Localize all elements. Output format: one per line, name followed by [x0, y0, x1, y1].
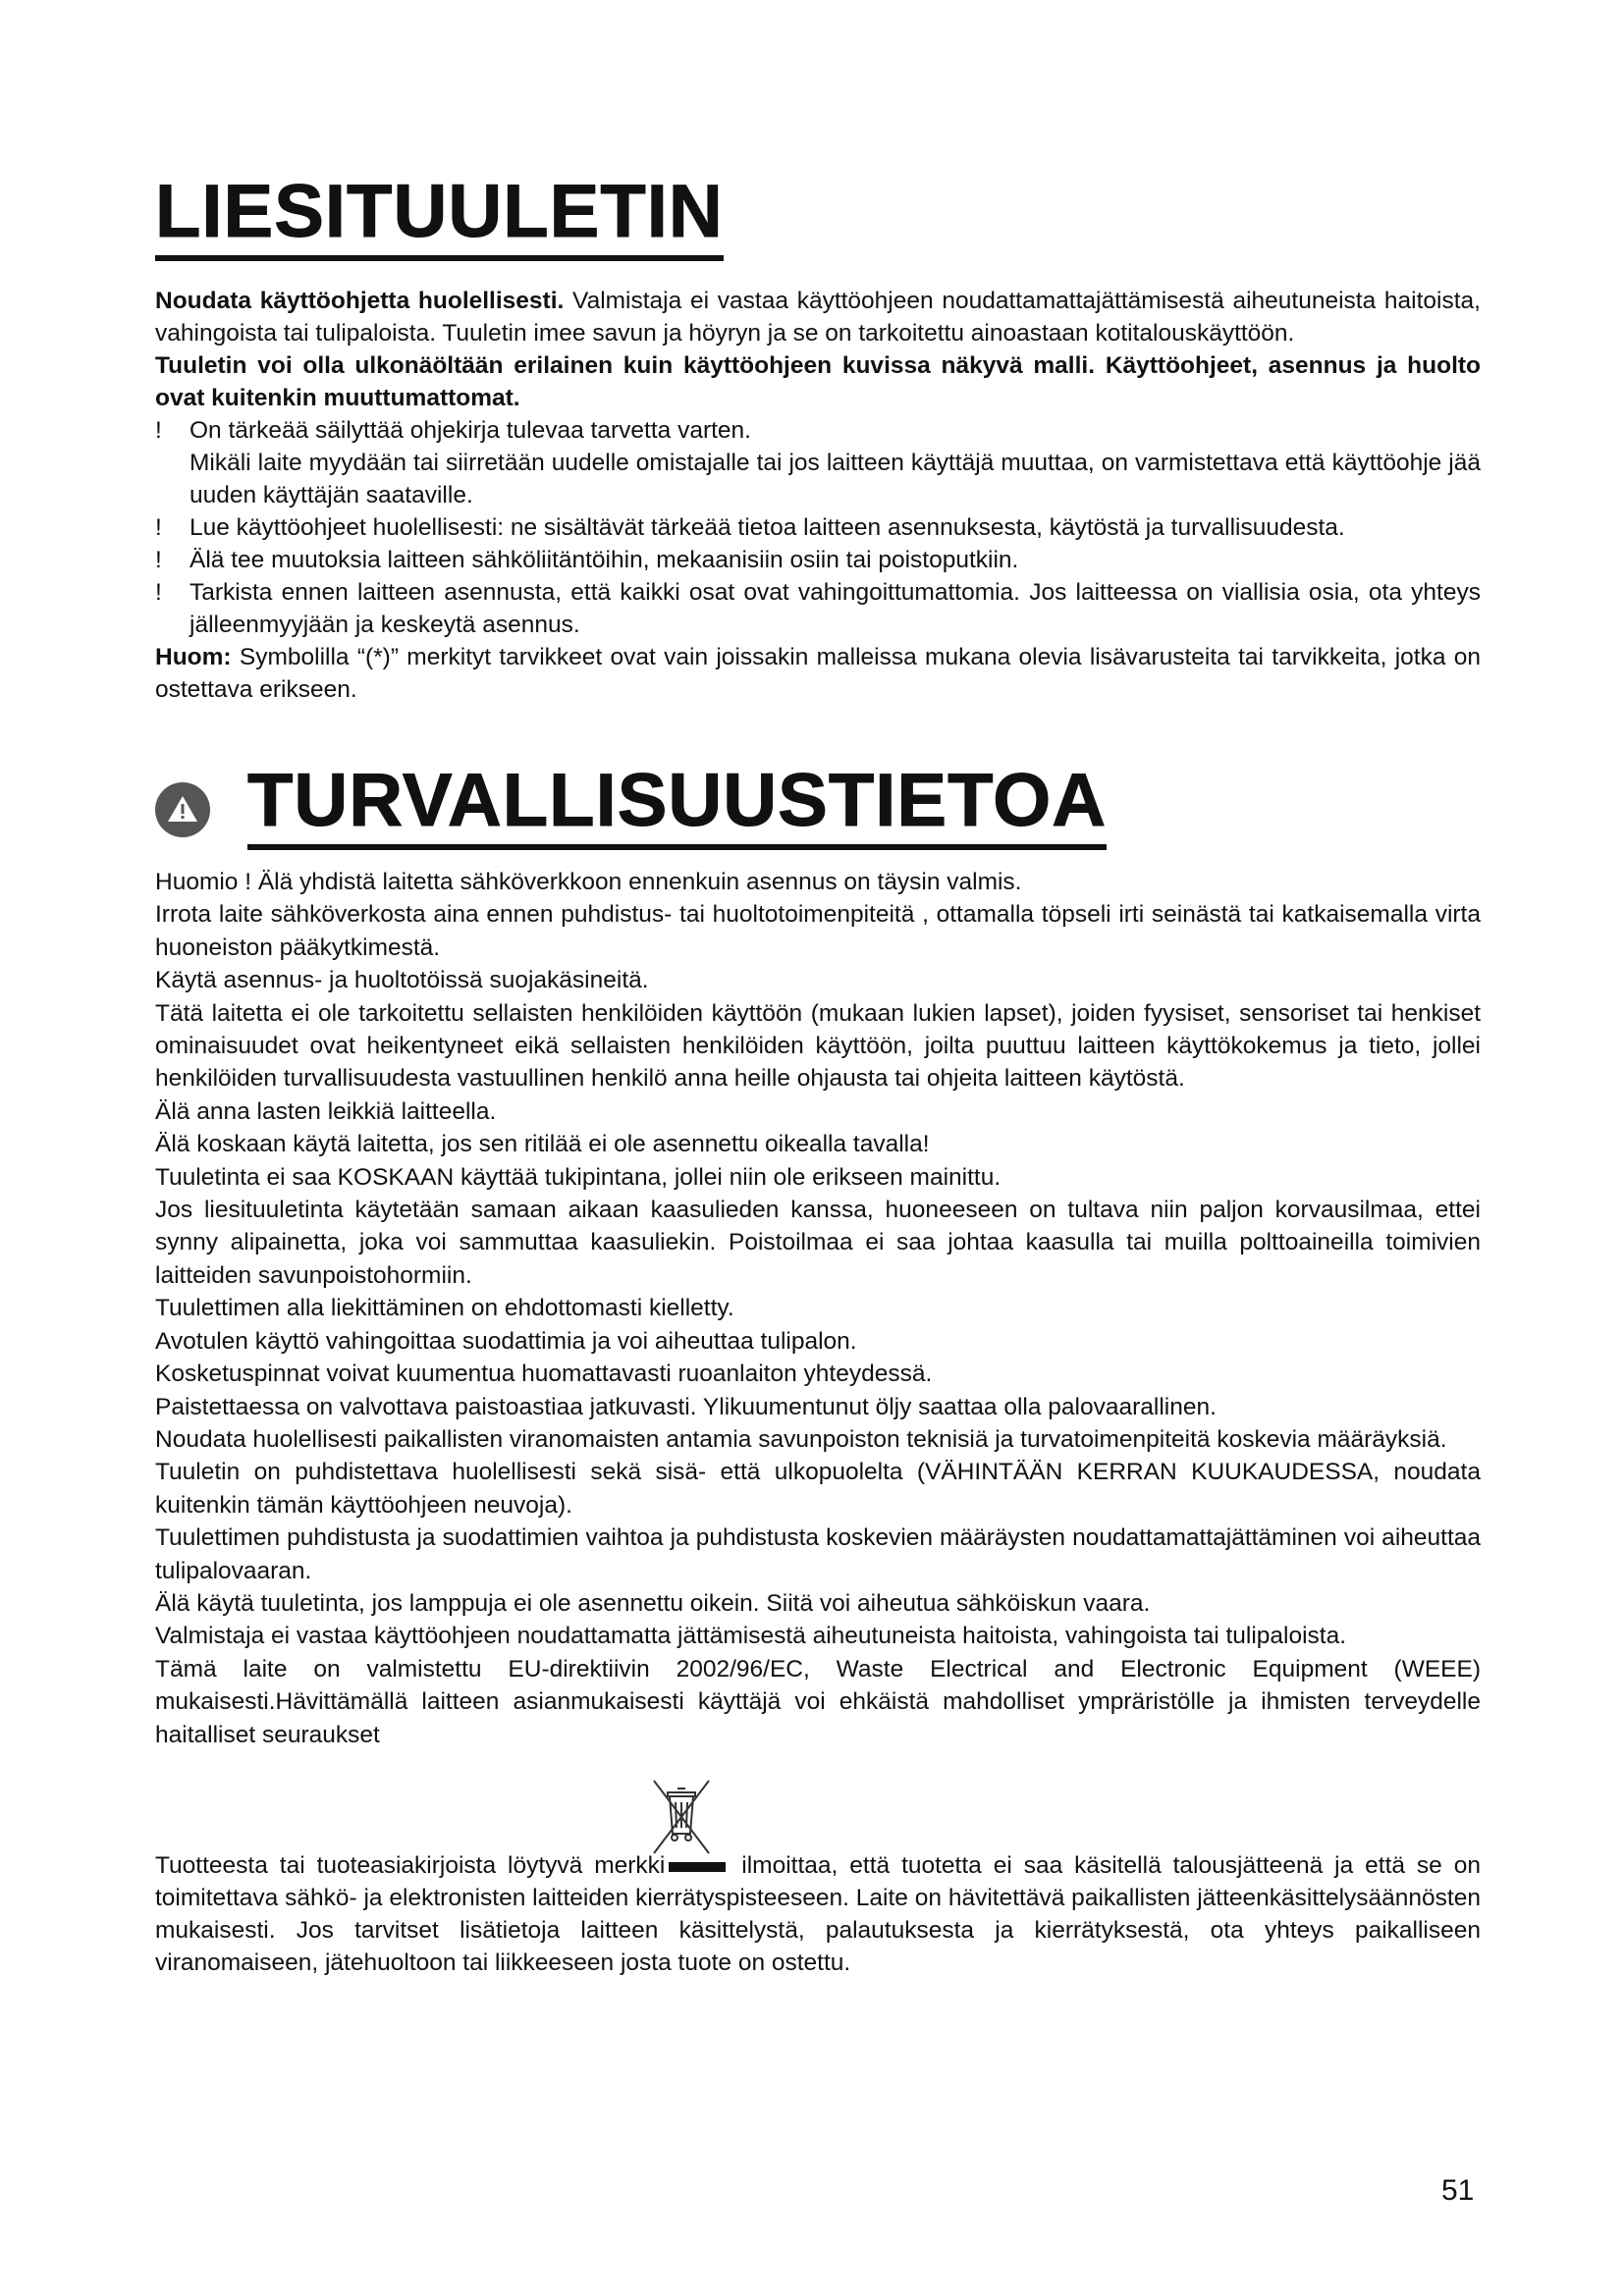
paragraph: Älä anna lasten leikkiä laitteella.	[155, 1097, 497, 1125]
paragraph: Kosketuspinnat voivat kuumentua huomattavasti ruoanlaiton yhteydessä.	[155, 1361, 933, 1388]
paragraph: Valmistaja ei vastaa käyttöohjeen noudattamatta jättämisestä aiheutuneista haitoista, vahingoista tai tulipaloista.	[155, 1623, 1347, 1650]
list-item-text: Älä tee muutoksia laitteen sähköliitäntöihin, mekaanisiin osiin tai poistoputkiin.	[189, 547, 1019, 573]
note-text: Symbolilla “(*)” merkityt tarvikkeet ovat vain joissakin malleissa mukana olevia lisävarusteita tai tarvikkeita, jotka on ostettava erikseen.	[155, 644, 1481, 703]
note-label: Huom:	[155, 644, 232, 670]
crossed-bin-icon	[646, 1777, 717, 1859]
safety-heading	[155, 759, 1108, 850]
paragraph: Tuuletin on puhdistettava huolellisesti sekä sisä- että ulkopuolelta (VÄHINTÄÄN KERRAN KUUKAUDESSA, noudata kuitenkin tämän käyttöohjeen neuvoja).	[155, 1459, 1481, 1519]
disposal-text-start: Tuotteesta tai tuoteasiakirjoista löytyvä merkki	[155, 1852, 666, 1879]
warning-icon	[155, 782, 210, 837]
intro-p1-bold: Noudata käyttöohjetta huolellisesti.	[155, 288, 565, 314]
disposal-text-end: ilmoittaa, että tuotetta ei saa käsitellä talousjätteenä ja että se on toimitettava sähkö- ja elektronisten laitteiden kierrätyspisteeseen. Laite on hävitettävä paikallisten jätteenkäsittelysäännösten mukaisesti. Jos tarvitset lisätietoja laitteen käsittelystä, palautuksesta ja kierrätyksestä, ota yhteys paikalliseen viranomaiseen, jätehuoltoon tai liikkeeseen josta tuote on ostettu.	[155, 1852, 1481, 1976]
list-item-text: Tarkista ennen laitteen asennusta, että kaikki osat ovat vahingoittumattomia. Jos laitteessa on viallisia osia, ota yhteys jälleenmyyjään ja keskeytä asennus.	[189, 579, 1481, 638]
paragraph: Irrota laite sähköverkosta aina ennen puhdistus- tai huoltotoimenpiteitä , ottamalla töpseli irti seinästä tai katkaisemalla virta huoneiston pääkytkimestä.	[155, 901, 1481, 961]
paragraph: Jos liesituuletinta käytetään samaan aikaan kaasulieden kanssa, huoneeseen on tultava niin paljon korvausilmaa, ettei synny alipainetta, joka voi sammuttaa kaasuliekin. Poistoilmaa ei saa johtaa kaasulla tai muilla polttoaineilla toimivien laitteiden savunpoistohormiin.	[155, 1197, 1481, 1289]
paragraph: Noudata huolellisesti paikallisten viranomaisten antamia savunpoiston teknisiä ja turvatoimenpiteitä koskevia määräyksiä.	[155, 1425, 1447, 1453]
list-item	[155, 511, 1481, 544]
paragraph: Tuuletinta ei saa KOSKAAN käyttää tukipintana, jollei niin ole erikseen mainittu.	[155, 1163, 1001, 1191]
paragraph: Älä koskaan käytä laitetta, jos sen ritilää ei ole asennettu oikealla tavalla!	[155, 1131, 930, 1158]
intro-p1-text: Valmistaja ei vastaa käyttöohjeen noudattamattajättämisestä aiheutuneista haitoista, vahingoista tai tulipaloista. Tuuletin imee savun ja höyryn ja se on tarkoitettu ainoastaan kotitalouskäyttöön.	[155, 288, 1481, 347]
page-number: 51	[1441, 2174, 1475, 2207]
paragraph: Tämä laite on valmistettu EU-direktiivin 2002/96/EC, Waste Electrical and Electronic Equipment (WEEE) mukaisesti.Hävittämällä laitteen asianmukaisesti käyttäjä voi ehkäistä mahdolliset ympräristölle ja ihmisten terveydelle haitalliset seuraukset	[155, 1655, 1481, 1748]
bullet-mark: !	[155, 547, 162, 573]
section-title: TURVALLISUUSTIETOA	[247, 764, 1107, 850]
list-item	[155, 447, 1481, 511]
disposal-section	[155, 1849, 1481, 1979]
intro-section	[155, 285, 1481, 706]
paragraph: Älä käytä tuuletinta, jos lamppuja ei ole asennettu oikein. Siitä voi aiheutua sähköiskun vaara.	[155, 1589, 1151, 1617]
list-item	[155, 414, 1481, 447]
paragraph: Paistettaessa on valvottava paistoastiaa jatkuvasti. Ylikuumentunut öljy saattaa olla palovaarallinen.	[155, 1393, 1217, 1420]
page-title: LIESITUULETIN	[155, 175, 724, 261]
list-item-text: Mikäli laite myydään tai siirretään uudelle omistajalle tai jos laitteen käyttäjä muuttaa, on varmistettava että käyttöohje jää uuden käyttäjän saataville.	[189, 450, 1481, 508]
bullet-mark: !	[155, 514, 162, 541]
list-item-text: Lue käyttöohjeet huolellisesti: ne sisältävät tärkeää tietoa laitteen asennuksesta, käytöstä ja turvallisuudesta.	[189, 514, 1345, 541]
list-item-text: On tärkeää säilyttää ohjekirja tulevaa tarvetta varten.	[189, 417, 751, 444]
list-item	[155, 544, 1481, 576]
bullet-mark: !	[155, 417, 162, 444]
bullet-mark: !	[155, 579, 162, 606]
paragraph: Käytä asennus- ja huoltotöissä suojakäsineitä.	[155, 967, 649, 994]
list-item	[155, 576, 1481, 641]
paragraph: Tätä laitetta ei ole tarkoitettu sellaisten henkilöiden käyttöön (mukaan lukien lapset), joiden fyysiset, sensoriset tai henkiset ominaisuudet ovat heikentyneet eikä sellaisten henkilöiden käyttöön, joilta puuttuu laitteen käyttökokemus ja tieto, jollei henkilöiden turvallisuudesta vastuullinen henkilö anna heille ohjausta tai ohjeita laitteen käytöstä.	[155, 999, 1481, 1093]
paragraph: Huomio ! Älä yhdistä laitetta sähköverkkoon ennenkuin asennus on täysin valmis.	[155, 869, 1022, 895]
safety-section	[155, 866, 1481, 1751]
intro-paragraph-2	[155, 349, 1481, 414]
bullet-mark	[155, 447, 189, 511]
intro-p2-bold: Tuuletin voi olla ulkonäöltään erilainen kuin käyttöohjeen kuvissa näkyvä malli. Käyttöohjeet, asennus ja huolto ovat kuitenkin muuttumattomat.	[155, 352, 1481, 411]
intro-paragraph-1	[155, 285, 1481, 349]
paragraph: Avotulen käyttö vahingoittaa suodattimia ja voi aiheuttaa tulipalon.	[155, 1327, 857, 1355]
note-paragraph	[155, 641, 1481, 706]
black-bar-icon	[669, 1862, 726, 1872]
paragraph: Tuulettimen alla liekittäminen on ehdottomasti kielletty.	[155, 1295, 734, 1322]
paragraph: Tuulettimen puhdistusta ja suodattimien vaihtoa ja puhdistusta koskevien määräysten noudattamattajättäminen voi aiheuttaa tulipalovaaran.	[155, 1524, 1481, 1584]
disposal-paragraph	[155, 1849, 1481, 1979]
